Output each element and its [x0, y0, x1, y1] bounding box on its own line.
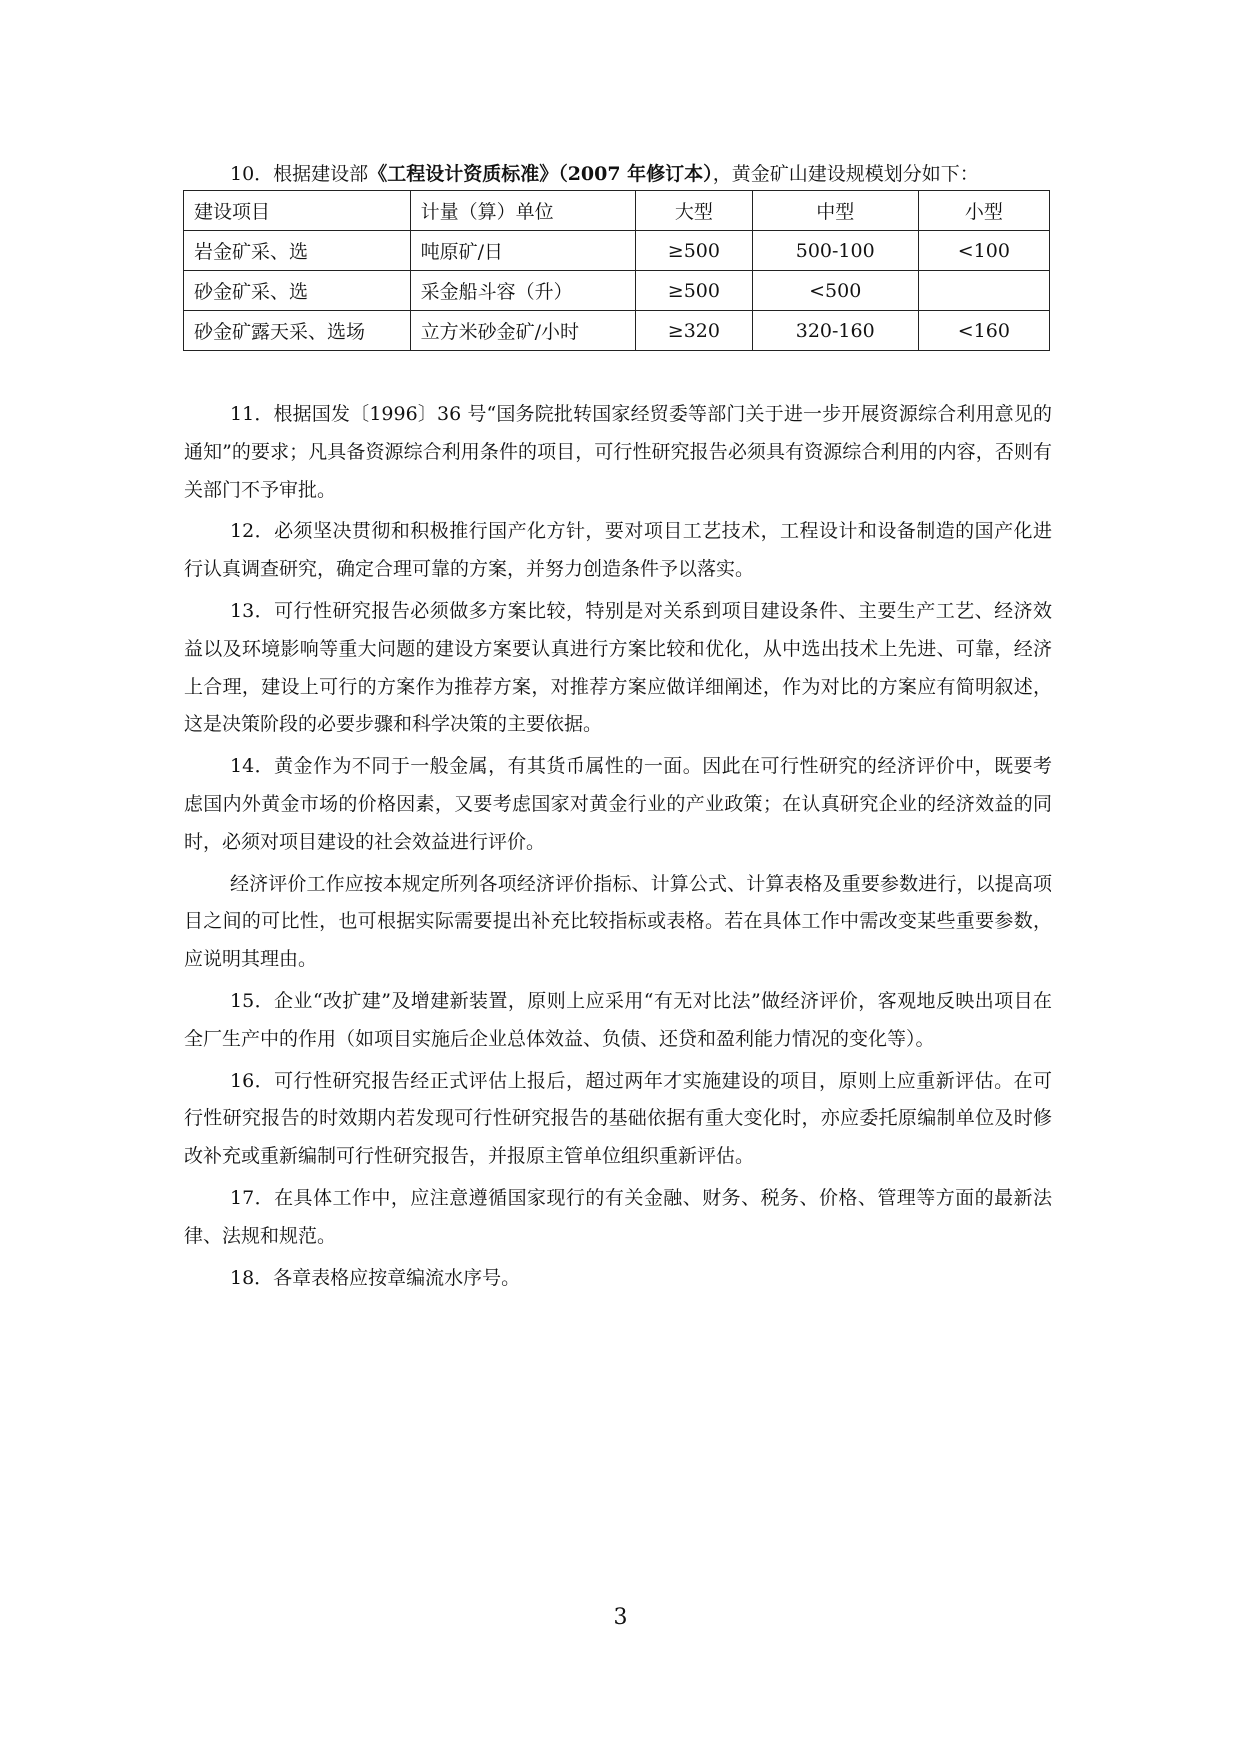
- table-header-cell: 大型: [636, 191, 753, 231]
- table-row: [184, 231, 1050, 271]
- table-cell: ≥320: [636, 311, 753, 351]
- body-text: [184, 396, 1052, 1297]
- mine-scale-table: [183, 190, 1050, 351]
- table-cell: 砂金矿露天采、选场: [184, 311, 411, 351]
- table-cell: <500: [752, 271, 918, 311]
- clause-10-prefix: 10．根据建设部: [230, 163, 369, 185]
- table-cell: 砂金矿采、选: [184, 271, 411, 311]
- table-cell: [918, 271, 1049, 311]
- clause-10-intro: [184, 160, 1064, 188]
- table-header-cell: 建设项目: [184, 191, 411, 231]
- table-header-row: [184, 191, 1050, 231]
- paragraph-clause-18: 18．各章表格应按章编流水序号。: [230, 1266, 521, 1289]
- standard-title: 《工程设计资质标准》（2007 年修订本）: [368, 163, 713, 185]
- table-cell: 吨原矿/日: [410, 231, 635, 271]
- paragraph-clause-12: 12．必须坚决贯彻和积极推行国产化方针，要对项目工艺技术，工程设计和设备制造的国产化进行认真调查研究，确定合理可靠的方案，并努力创造条件予以落实。: [184, 520, 1052, 581]
- paragraph-clause-16: 16．可行性研究报告经正式评估上报后，超过两年才实施建设的项目，原则上应重新评估。在可行性研究报告的时效期内若发现可行性研究报告的基础依据有重大变化时，亦应委托原编制单位及时修改补充或重新编制可行性研究报告，并报原主管单位组织重新评估。: [184, 1069, 1052, 1168]
- table-cell: 立方米砂金矿/小时: [410, 311, 635, 351]
- table-row: [184, 311, 1050, 351]
- paragraph-clause-13: 13．可行性研究报告必须做多方案比较，特别是对关系到项目建设条件、主要生产工艺、经济效益以及环境影响等重大问题的建设方案要认真进行方案比较和优化，从中选出技术上先进、可靠，经济上合理，建设上可行的方案作为推荐方案，对推荐方案应做详细阐述，作为对比的方案应有简明叙述，这是决策阶段的必要步骤和科学决策的主要依据。: [184, 599, 1052, 736]
- page-number: 3: [613, 1605, 628, 1630]
- table-header-cell: 小型: [918, 191, 1049, 231]
- table-cell: 采金船斗容（升）: [410, 271, 635, 311]
- paragraph-clause-15: 15．企业“改扩建”及增建新装置，原则上应采用“有无对比法”做经济评价，客观地反映出项目在全厂生产中的作用（如项目实施后企业总体效益、负债、还贷和盈利能力情况的变化等）。: [184, 989, 1052, 1050]
- table-header-cell: 计量（算）单位: [410, 191, 635, 231]
- table-cell: ≥500: [636, 231, 753, 271]
- table-cell: 岩金矿采、选: [184, 231, 411, 271]
- clause-10-suffix: ，黄金矿山建设规模划分如下：: [712, 163, 979, 185]
- paragraph-economic-evaluation: 经济评价工作应按本规定所列各项经济评价指标、计算公式、计算表格及重要参数进行，以提高项目之间的可比性，也可根据实际需要提出补充比较指标或表格。若在具体工作中需改变某些重要参数，应说明其理由。: [184, 872, 1052, 971]
- paragraph-clause-14: 14．黄金作为不同于一般金属，有其货币属性的一面。因此在可行性研究的经济评价中，既要考虑国内外黄金市场的价格因素，又要考虑国家对黄金行业的产业政策；在认真研究企业的经济效益的同时，必须对项目建设的社会效益进行评价。: [184, 755, 1052, 853]
- table-header-cell: 中型: [752, 191, 918, 231]
- paragraph-clause-11: 11．根据国发〔1996〕36 号“国务院批转国家经贸委等部门关于进一步开展资源综合利用意见的通知”的要求；凡具备资源综合利用条件的项目，可行性研究报告必须具有资源综合利用的内容，否则有关部门不予审批。: [184, 403, 1052, 501]
- table-cell: <160: [918, 311, 1049, 351]
- table-cell: ≥500: [636, 271, 753, 311]
- table-cell: <100: [918, 231, 1049, 271]
- table-row: [184, 271, 1050, 311]
- table-cell: 320-160: [752, 311, 918, 351]
- paragraph-clause-17: 17．在具体工作中，应注意遵循国家现行的有关金融、财务、税务、价格、管理等方面的最新法律、法规和规范。: [184, 1186, 1052, 1247]
- table-cell: 500-100: [752, 231, 918, 271]
